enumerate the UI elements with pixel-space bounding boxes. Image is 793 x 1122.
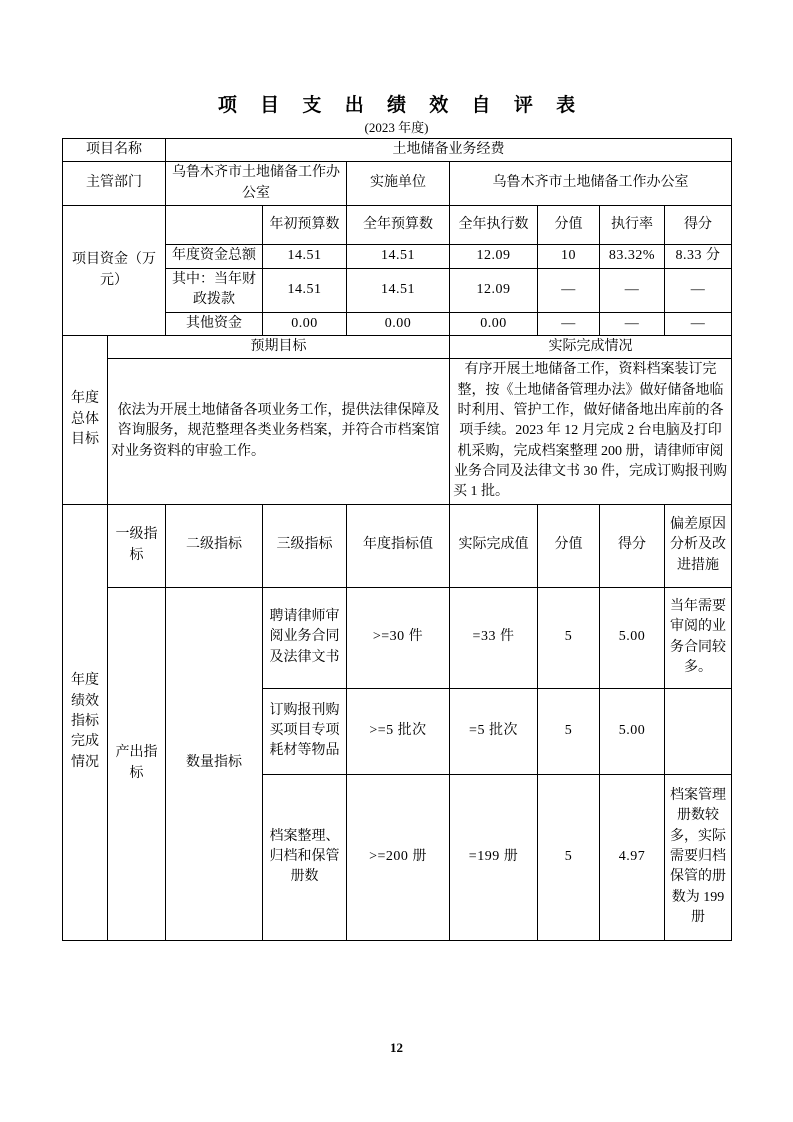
indicator-lawyer-weight: 5: [538, 587, 600, 688]
indicator-archives-name: 档案整理、归档和保管册数: [263, 774, 347, 940]
funds-header-annual-budget: 全年预算数: [347, 205, 450, 244]
indicator-header-level3: 三级指标: [263, 504, 347, 587]
funds-total-initial: 14.51: [263, 244, 347, 268]
indicator-periodicals-weight: 5: [538, 688, 600, 774]
goal-section-label: 年度总体目标: [63, 336, 108, 504]
funds-total-weight: 10: [538, 244, 600, 268]
funds-other-annual: 0.00: [347, 312, 450, 335]
page-subtitle: (2023 年度): [364, 120, 429, 135]
funds-fiscal-score: —: [665, 268, 732, 312]
funds-other-weight: —: [538, 312, 600, 335]
funds-total-rate: 83.32%: [600, 244, 665, 268]
funds-total-score: 8.33 分: [665, 244, 732, 268]
funds-header-executed: 全年执行数: [450, 205, 538, 244]
indicator-header-deviation: 偏差原因分析及改进措施: [665, 504, 732, 587]
indicator-header-level1: 一级指标: [108, 504, 166, 587]
page-number: 12: [390, 1040, 403, 1055]
funds-total-executed: 12.09: [450, 244, 538, 268]
indicator-lawyer-deviation: 当年需要审阅的业务合同较多。: [665, 587, 732, 688]
project-name-label: 项目名称: [63, 139, 166, 162]
dept-value: 乌鲁木齐市土地储备工作办公室: [166, 162, 347, 206]
indicator-archives-weight: 5: [538, 774, 600, 940]
indicator-periodicals-score: 5.00: [600, 688, 665, 774]
funds-fiscal-executed: 12.09: [450, 268, 538, 312]
indicator-section-label: 年度绩效指标完成情况: [63, 504, 108, 940]
indicator-header-weight: 分值: [538, 504, 600, 587]
funds-other-executed: 0.00: [450, 312, 538, 335]
indicator-archives-target: >=200 册: [347, 774, 450, 940]
funds-header-weight: 分值: [538, 205, 600, 244]
indicator-header-actual: 实际完成值: [450, 504, 538, 587]
funds-fiscal-rate: —: [600, 268, 665, 312]
indicator-periodicals-name: 订购报刊购买项目专项耗材等物品: [263, 688, 347, 774]
funds-other-initial: 0.00: [263, 312, 347, 335]
indicator-header-target: 年度指标值: [347, 504, 450, 587]
dept-label: 主管部门: [63, 162, 166, 206]
funds-fiscal-annual: 14.51: [347, 268, 450, 312]
indicator-header-score: 得分: [600, 504, 665, 587]
funds-header-initial-budget: 年初预算数: [263, 205, 347, 244]
funds-total-label: 年度资金总额: [166, 244, 263, 268]
indicator-archives-actual: =199 册: [450, 774, 538, 940]
indicator-lawyer-score: 5.00: [600, 587, 665, 688]
goal-expected-text: 依法为开展土地储备各项业务工作，提供法律保障及咨询服务，规范整理各类业务档案，并符合市档案馆对业务资料的审验工作。: [108, 359, 450, 504]
funds-section-label: 项目资金（万元）: [63, 205, 166, 335]
indicator-header-level2: 二级指标: [166, 504, 263, 587]
goal-expected-header: 预期目标: [108, 336, 450, 359]
goal-actual-text: 有序开展土地储备工作，资料档案装订完整，按《土地储备管理办法》做好储备地临时利用、管护工作，做好储备地出库前的各项手续。2023 年 12 月完成 2 台电脑及打印机采购，完成档案整理 200 册，请律师审阅业务合同及法律文书 30 件，完成订购报刊购买 1 批。: [450, 359, 732, 504]
project-name-value: 土地储备业务经费: [166, 139, 732, 162]
row-funds-header: [63, 205, 732, 244]
self-evaluation-table: [62, 138, 732, 941]
funds-other-label: 其他资金: [166, 312, 263, 335]
row-goal-header: [63, 336, 732, 359]
goal-actual-header: 实际完成情况: [450, 336, 732, 359]
funds-fiscal-label: 其中：当年财政拨款: [166, 268, 263, 312]
indicator-level1-value: 产出指标: [108, 587, 166, 940]
impl-label: 实施单位: [347, 162, 450, 206]
row-indicator-lawyer: [63, 587, 732, 688]
indicator-lawyer-name: 聘请律师审阅业务合同及法律文书: [263, 587, 347, 688]
funds-header-blank: [166, 205, 263, 244]
funds-header-execution-rate: 执行率: [600, 205, 665, 244]
indicator-periodicals-target: >=5 批次: [347, 688, 450, 774]
indicator-lawyer-target: >=30 件: [347, 587, 450, 688]
funds-fiscal-initial: 14.51: [263, 268, 347, 312]
indicator-periodicals-actual: =5 批次: [450, 688, 538, 774]
indicator-lawyer-actual: =33 件: [450, 587, 538, 688]
indicator-level2-value: 数量指标: [166, 587, 263, 940]
indicator-periodicals-deviation: [665, 688, 732, 774]
indicator-archives-score: 4.97: [600, 774, 665, 940]
row-project-name: [63, 139, 732, 162]
funds-fiscal-weight: —: [538, 268, 600, 312]
row-department: [63, 162, 732, 206]
funds-header-score: 得分: [665, 205, 732, 244]
impl-value: 乌鲁木齐市土地储备工作办公室: [450, 162, 732, 206]
page-title: 项 目 支 出 绩 效 自 评 表: [217, 95, 585, 116]
funds-other-rate: —: [600, 312, 665, 335]
funds-total-annual: 14.51: [347, 244, 450, 268]
row-indicator-header: [63, 504, 732, 587]
indicator-archives-deviation: 档案管理册数较多，实际需要归档保管的册数为 199 册: [665, 774, 732, 940]
funds-other-score: —: [665, 312, 732, 335]
row-goal-body: [63, 359, 732, 504]
